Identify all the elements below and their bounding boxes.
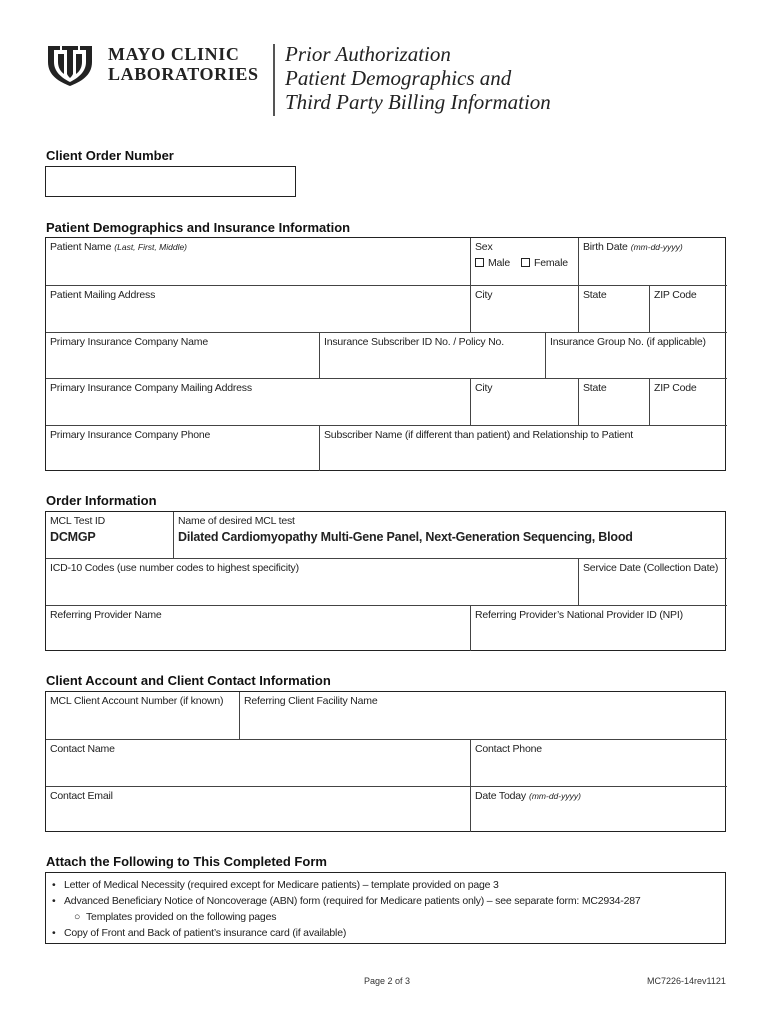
client-section-heading: Client Account and Client Contact Information [46,673,331,688]
document-title: Prior Authorization Patient Demographics and Third Party Billing Information [285,42,551,114]
patient-name-field[interactable]: Patient Name (Last, First, Middle) [50,241,188,253]
patient-mailing-address-field[interactable]: Patient Mailing Address [46,285,470,332]
female-checkbox[interactable] [521,258,530,267]
mayo-clinic-shield-logo [46,44,94,86]
client-account-number-field[interactable]: MCL Client Account Number (if known) [50,695,224,707]
sex-field: Sex Male Female [470,238,578,285]
test-id-value: DCMGP [50,530,96,544]
insurance-group-number-field[interactable]: Insurance Group No. (if applicable) [545,332,727,378]
male-label: Male [488,257,510,269]
attach-list-box [45,872,726,944]
patient-zip-field[interactable]: ZIP Code [649,285,727,332]
list-item: • Advanced Beneficiary Notice of Noncoverage (ABN) form (required for Medicare patients only) – see separate form: MC2934-287 [52,895,641,907]
header-divider [273,44,275,116]
insurance-zip-field[interactable]: ZIP Code [649,378,727,425]
referring-provider-name-field[interactable]: Referring Provider Name [46,605,470,651]
client-order-number-field[interactable] [45,166,296,197]
client-facility-name-field[interactable]: Referring Client Facility Name [239,692,727,739]
contact-name-field[interactable]: Contact Name [46,739,470,786]
icd-codes-field[interactable]: ICD-10 Codes (use number codes to highest specificity) [46,558,578,605]
insurance-state-field[interactable]: State [578,378,649,425]
service-date-field[interactable]: Service Date (Collection Date) [578,558,727,605]
subscriber-name-field[interactable]: Subscriber Name (if different than patient) and Relationship to Patient [319,425,727,471]
list-item: • Copy of Front and Back of patient’s insurance card (if available) [52,927,347,939]
female-label: Female [534,257,568,269]
patient-city-field[interactable]: City [470,285,578,332]
attach-section-heading: Attach the Following to This Completed Form [46,854,327,869]
test-id-field[interactable]: MCL Test ID DCMGP [46,512,173,558]
insurance-company-name-field[interactable]: Primary Insurance Company Name [46,332,319,378]
patient-state-field[interactable]: State [578,285,649,332]
birth-date-field[interactable]: Birth Date (mm-dd-yyyy) [578,238,727,285]
date-today-field[interactable]: Date Today (mm-dd-yyyy) [470,786,727,832]
contact-email-field[interactable]: Contact Email [46,786,470,832]
order-section-heading: Order Information [46,493,157,508]
test-name-field[interactable]: Name of desired MCL test Dilated Cardiomyopathy Multi-Gene Panel, Next-Generation Sequencing, Blood [173,512,727,558]
list-item: ○ Templates provided on the following pages [74,911,277,923]
logo-wordmark: MAYO CLINIC LABORATORIES [108,44,259,84]
contact-phone-field[interactable]: Contact Phone [470,739,727,786]
insurance-mailing-address-field[interactable]: Primary Insurance Company Mailing Address [46,378,470,425]
patient-section-heading: Patient Demographics and Insurance Information [46,220,351,235]
client-info-table [45,691,726,832]
page-number: Page 2 of 3 [364,976,411,986]
bullet-icon: • [52,895,56,907]
circle-bullet-icon: ○ [74,911,81,923]
list-item: • Letter of Medical Necessity (required except for Medicare patients) – template provided on page 3 [52,879,499,891]
order-info-table [45,511,726,651]
male-checkbox[interactable] [475,258,484,267]
insurance-phone-field[interactable]: Primary Insurance Company Phone [46,425,319,471]
insurance-city-field[interactable]: City [470,378,578,425]
client-order-number-heading: Client Order Number [46,148,174,163]
test-name-value: Dilated Cardiomyopathy Multi-Gene Panel, Next-Generation Sequencing, Blood [178,530,633,544]
patient-info-table [45,237,726,471]
subscriber-id-field[interactable]: Insurance Subscriber ID No. / Policy No. [319,332,545,378]
bullet-icon: • [52,927,56,939]
referring-provider-npi-field[interactable]: Referring Provider’s National Provider ID (NPI) [470,605,727,651]
bullet-icon: • [52,879,56,891]
form-code: MC7226-14rev1121 [647,976,726,986]
